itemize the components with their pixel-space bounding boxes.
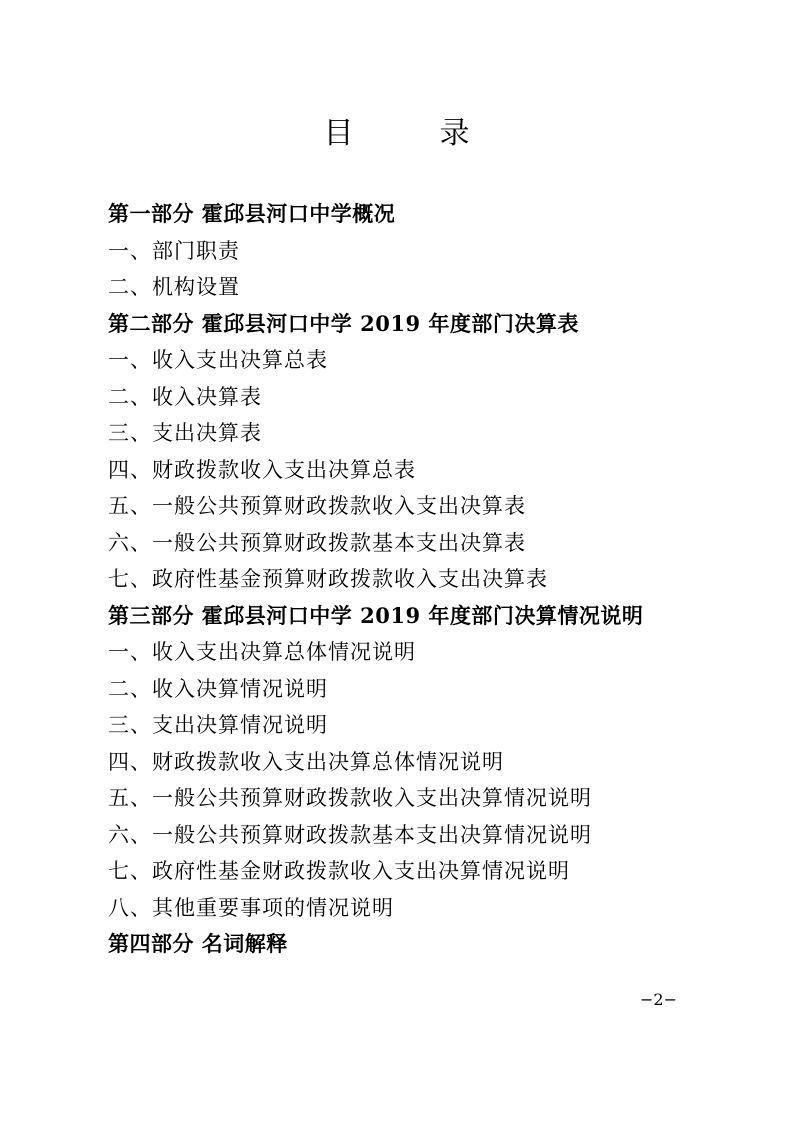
toc-part-heading: 第一部分 霍邱县河口中学概况 <box>108 201 396 226</box>
toc-item: 二、收入决算表 <box>108 384 262 409</box>
toc-item: 七、政府性基金财政拨款收入支出决算情况说明 <box>108 859 570 883</box>
toc-item: 四、财政拨款收入支出决算总表 <box>108 457 416 482</box>
toc-part-heading: 第三部分 霍邱县河口中学 2019 年度部门决算情况说明 <box>108 602 644 628</box>
toc-part-heading: 第四部分 名词解释 <box>108 931 288 956</box>
toc-item: 八、其他重要事项的情况说明 <box>108 895 394 920</box>
toc-item: 二、收入决算情况说明 <box>108 676 328 701</box>
toc-item: 五、一般公共预算财政拨款收入支出决算情况说明 <box>108 786 592 810</box>
toc-item: 六、一般公共预算财政拨款基本支出决算表 <box>108 530 526 555</box>
toc-item: 七、政府性基金预算财政拨款收入支出决算表 <box>108 567 548 591</box>
toc-item: 一、部门职责 <box>108 238 240 263</box>
toc-item: 五、一般公共预算财政拨款收入支出决算表 <box>108 494 526 518</box>
table-of-contents <box>108 196 728 963</box>
toc-item: 一、收入支出决算总表 <box>108 348 328 372</box>
page-number: −2− <box>640 990 677 1009</box>
toc-item: 六、一般公共预算财政拨款基本支出决算情况说明 <box>108 822 592 847</box>
toc-item: 一、收入支出决算总体情况说明 <box>108 640 416 664</box>
toc-item: 四、财政拨款收入支出决算总体情况说明 <box>108 749 504 774</box>
toc-part-heading: 第二部分 霍邱县河口中学 2019 年度部门决算表 <box>108 310 579 336</box>
toc-item: 三、支出决算表 <box>108 421 262 445</box>
toc-item: 三、支出决算情况说明 <box>108 713 328 737</box>
page-title: 目 录 <box>323 116 498 151</box>
toc-item: 二、机构设置 <box>108 275 240 299</box>
